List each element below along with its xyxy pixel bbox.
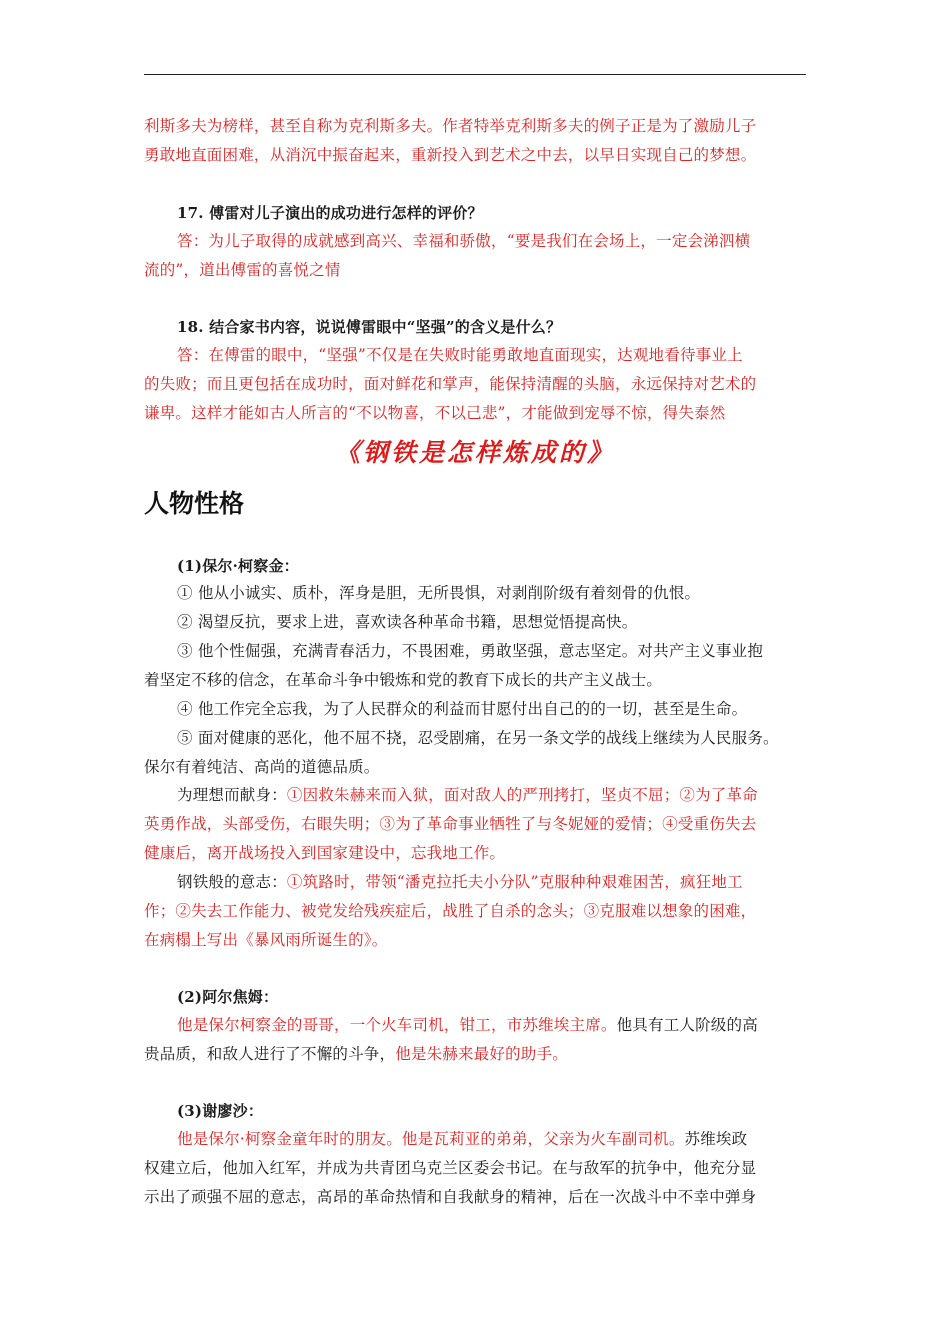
paul-ideal-label: 为理想而献身： xyxy=(177,786,287,804)
answer-17-line2: 流的”，道出傅雷的喜悦之情 xyxy=(144,261,341,279)
paul-heading: (1)保尔·柯察金： xyxy=(177,557,299,575)
artyom-black-text-1: 他具有工人阶级的高 xyxy=(616,1016,758,1034)
artyom-red-text-2: 他是朱赫来最好的助手。 xyxy=(395,1045,568,1063)
answer-18-line3: 谦卑。这样才能如古人所言的“不以物喜，不以己悲”，才能做到宠辱不惊，得失泰然 xyxy=(144,404,726,422)
paul-trait-4: ④ 他工作完全忘我，为了人民群众的利益而甘愿付出自己的的一切，甚至是生命。 xyxy=(177,700,748,718)
paul-will-text: ①筑路时，带领“潘克拉托夫小分队”克服种种艰难困苦，疯狂地工 xyxy=(286,873,743,891)
section-heading: 人物性格 xyxy=(144,489,245,518)
paul-trait-5-line1: ⑤ 面对健康的恶化，他不屈不挠，忍受剧痛，在另一条文学的战线上继续为人民服务。 xyxy=(177,729,779,747)
seryozha-red-text: 他是保尔·柯察金童年时的朋友。他是瓦莉亚的弟弟，父亲为火车副司机。 xyxy=(177,1130,685,1148)
paul-will-line2: 作；②失去工作能力、被党发给残疾症后，战胜了自杀的念头；③克服难以想象的困难， xyxy=(144,902,757,920)
answer-18-line1: 答：在傅雷的眼中，“坚强”不仅是在失败时能勇敢地直面现实，达观地看待事业上 xyxy=(177,346,743,364)
paul-trait-2: ② 渴望反抗，要求上进，喜欢读各种革命书籍，思想觉悟提高快。 xyxy=(177,613,638,631)
answer-18-line2: 的失败；而且更包括在成功时，面对鲜花和掌声，能保持清醒的头脑，永远保持对艺术的 xyxy=(144,375,757,393)
artyom-heading: (2)阿尔焦姆： xyxy=(177,988,279,1006)
paul-ideal-line2: 英勇作战，头部受伤，右眼失明；③为了革命事业牺牲了与冬妮娅的爱情；④受重伤失去 xyxy=(144,815,757,833)
paul-ideal-text: ①因救朱赫来而入狱，面对敌人的严刑拷打，坚贞不屈；②为了革命 xyxy=(286,786,758,804)
artyom-line2 xyxy=(144,1044,568,1064)
seryozha-heading: (3)谢廖沙： xyxy=(177,1102,264,1120)
header-rule xyxy=(144,74,806,75)
answer-17-line1: 答：为儿子取得的成就感到高兴、幸福和骄傲，“要是我们在会场上，一定会涕泗横 xyxy=(177,232,751,250)
seryozha-black-text: 苏维埃政 xyxy=(684,1130,748,1148)
seryozha-line2: 权建立后，他加入红军，并成为共青团乌克兰区委会书记。在与敌军的抗争中，他充分显 xyxy=(144,1159,757,1177)
paul-will-label: 钢铁般的意志： xyxy=(177,873,287,891)
artyom-line1 xyxy=(177,1015,758,1035)
question-18: 18. 结合家书内容，说说傅雷眼中“坚强”的含义是什么？ xyxy=(177,318,562,336)
artyom-black-text-2: 贵品质，和敌人进行了不懈的斗争， xyxy=(144,1045,396,1063)
paul-ideal-line1 xyxy=(177,785,758,805)
paul-trait-1: ① 他从小诚实、质朴，浑身是胆，无所畏惧，对剥削阶级有着刻骨的仇恨。 xyxy=(177,584,701,602)
artyom-red-text-1: 他是保尔柯察金的哥哥，一个火车司机，钳工，市苏维埃主席。 xyxy=(177,1016,617,1034)
top-para-line1: 利斯多夫为榜样，甚至自称为克利斯多夫。作者特举克利斯多夫的例子正是为了激励儿子 xyxy=(144,117,757,135)
paul-trait-3-line2: 着坚定不移的信念，在革命斗争中锻炼和党的教育下成长的共产主义战士。 xyxy=(144,671,663,689)
seryozha-line1 xyxy=(177,1129,747,1149)
question-17: 17. 傅雷对儿子演出的成功进行怎样的评价？ xyxy=(177,204,483,222)
paul-will-line1 xyxy=(177,872,743,892)
top-para-line2: 勇敢地直面困难，从消沉中振奋起来，重新投入到艺术之中去，以早日实现自己的梦想。 xyxy=(144,146,757,164)
book-title: 《钢铁是怎样炼成的》 xyxy=(334,438,615,467)
paul-ideal-line3: 健康后，离开战场投入到国家建设中，忘我地工作。 xyxy=(144,844,506,862)
paul-trait-5-line2: 保尔有着纯洁、高尚的道德品质。 xyxy=(144,758,380,776)
paul-will-line3: 在病榻上写出《暴风雨所诞生的》。 xyxy=(144,931,388,949)
seryozha-line3: 示出了顽强不屈的意志，高昂的革命热情和自我献身的精神，后在一次战斗中不幸中弹身 xyxy=(144,1188,757,1206)
paul-trait-3-line1: ③ 他个性倔强，充满青春活力，不畏困难，勇敢坚强，意志坚定。对共产主义事业抱 xyxy=(177,642,764,660)
